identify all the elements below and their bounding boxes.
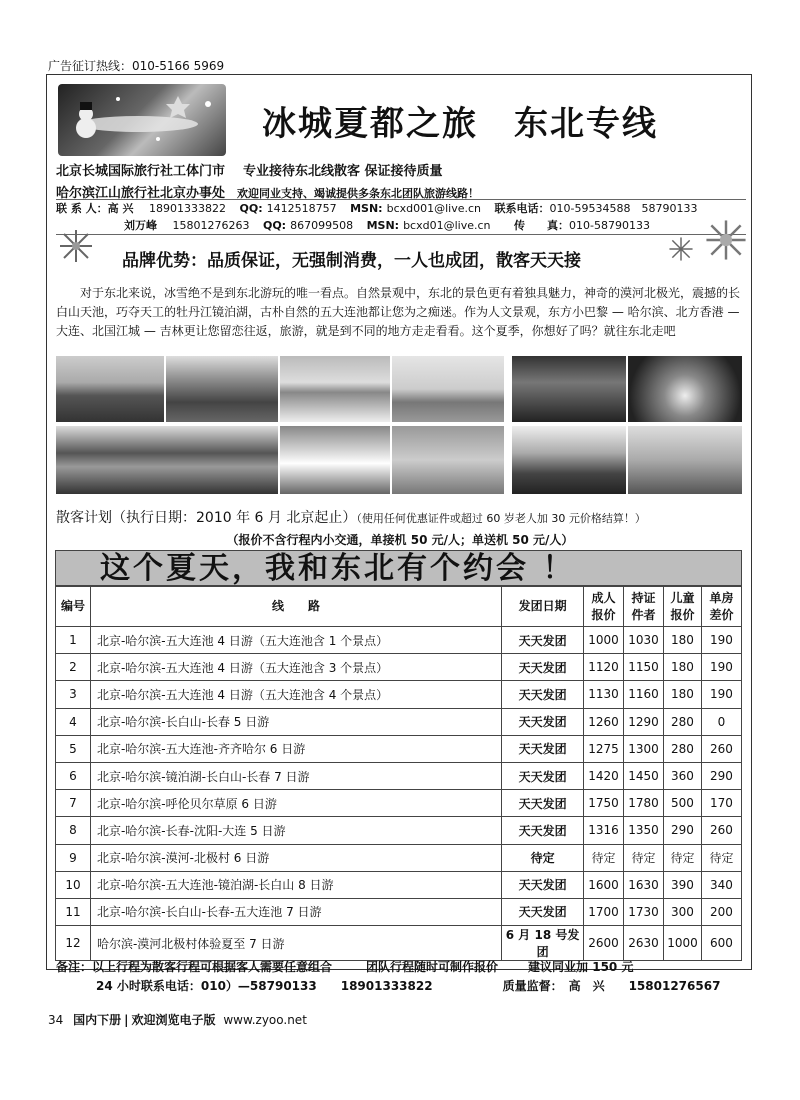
cell-date: 天天发团 xyxy=(502,817,584,844)
agency2-name: 哈尔滨江山旅行社北京办事处 xyxy=(56,186,226,201)
cell-adult: 1260 xyxy=(584,708,624,735)
cell-no: 10 xyxy=(56,871,91,898)
table-row xyxy=(56,790,742,817)
cell-single: 待定 xyxy=(701,844,741,871)
page-number: 34 xyxy=(48,1013,64,1027)
header-single: 单房差价 xyxy=(701,587,741,627)
cell-route: 北京-哈尔滨-五大连池 4 日游（五大连池含 1 个景点） xyxy=(90,627,501,654)
cell-child: 180 xyxy=(663,681,701,708)
table-row xyxy=(56,926,742,961)
page-title: 冰城夏都之旅 东北专线 xyxy=(262,104,658,144)
remark-label: 备注： xyxy=(56,960,93,974)
cell-date: 天天发团 xyxy=(502,627,584,654)
cell-adult: 1120 xyxy=(584,654,624,681)
photo-rock-sculpture xyxy=(56,356,164,422)
cell-no: 7 xyxy=(56,790,91,817)
photo-performers xyxy=(512,356,626,422)
cell-adult: 1316 xyxy=(584,817,624,844)
photo-crater-lake xyxy=(56,426,278,494)
contact-phone-2: 15801276263 xyxy=(172,219,250,232)
remark-group-quote: 团队行程随时可制作报价 xyxy=(366,960,499,974)
tel-label: 联系电话： xyxy=(494,202,550,215)
header-date: 发团日期 xyxy=(502,587,584,627)
cell-adult: 1420 xyxy=(584,762,624,789)
table-row xyxy=(56,817,742,844)
cell-cert: 1780 xyxy=(624,790,664,817)
plan-note: （使用任何优惠证件或超过 60 岁老人加 30 元价格结算！） xyxy=(356,512,646,525)
contact-row-1 xyxy=(56,201,697,217)
photo-aurora xyxy=(628,356,742,422)
cell-no: 11 xyxy=(56,898,91,925)
cell-cert: 2630 xyxy=(624,926,664,961)
footer-slogan: 欢迎浏览电子版 xyxy=(131,1013,216,1027)
cell-single: 260 xyxy=(701,735,741,762)
table-row xyxy=(56,762,742,789)
summer-slogan-banner: 这个夏天，我和东北有个约会 ！ xyxy=(55,550,742,586)
cell-no: 4 xyxy=(56,708,91,735)
cell-child: 280 xyxy=(663,735,701,762)
header-no: 编号 xyxy=(56,587,91,627)
cell-no: 6 xyxy=(56,762,91,789)
group-plan-heading xyxy=(56,507,646,527)
cell-child: 390 xyxy=(663,871,701,898)
cell-route: 北京-哈尔滨-五大连池-镜泊湖-长白山 8 日游 xyxy=(90,871,501,898)
cell-date: 6 月 18 号发团 xyxy=(502,926,584,961)
cell-cert: 1350 xyxy=(624,817,664,844)
cell-route: 哈尔滨-漠河北极村体验夏至 7 日游 xyxy=(90,926,501,961)
cell-child: 1000 xyxy=(663,926,701,961)
tour-price-table xyxy=(55,586,742,961)
fax-number: 010-58790133 xyxy=(569,219,650,232)
cell-cert: 1030 xyxy=(624,627,664,654)
cell-child: 290 xyxy=(663,817,701,844)
table-row xyxy=(56,708,742,735)
cell-adult: 待定 xyxy=(584,844,624,871)
cell-adult: 1750 xyxy=(584,790,624,817)
cell-cert: 1630 xyxy=(624,871,664,898)
cell-single: 200 xyxy=(701,898,741,925)
ad-hotline: 广告征订热线：010-5166 5969 xyxy=(48,59,225,73)
header-child: 儿童报价 xyxy=(663,587,701,627)
cell-adult: 1700 xyxy=(584,898,624,925)
scenery-photo-strip xyxy=(56,356,742,494)
photo-waterfall xyxy=(280,426,390,494)
table-row xyxy=(56,871,742,898)
cell-route: 北京-哈尔滨-五大连池 4 日游（五大连池含 4 个景点） xyxy=(90,681,501,708)
photo-cranes xyxy=(392,426,504,494)
table-row xyxy=(56,898,742,925)
table-row xyxy=(56,627,742,654)
cell-adult: 1130 xyxy=(584,681,624,708)
cell-date: 天天发团 xyxy=(502,735,584,762)
cell-no: 2 xyxy=(56,654,91,681)
contact-person-label: 联 系 人： xyxy=(56,202,108,215)
photo-town xyxy=(628,426,742,494)
photo-fishermen xyxy=(512,426,626,494)
cell-route: 北京-哈尔滨-五大连池 4 日游（五大连池含 3 个景点） xyxy=(90,654,501,681)
contact-row-2 xyxy=(56,218,650,234)
footer-section: 国内下册 xyxy=(73,1013,122,1027)
cell-single: 290 xyxy=(701,762,741,789)
msn-2: bcxd01@live.cn xyxy=(403,219,491,232)
cell-cert: 1450 xyxy=(624,762,664,789)
agency2-slogan: 欢迎同业支持、竭诚提供多条东北团队旅游线路！ xyxy=(237,187,480,200)
cell-no: 1 xyxy=(56,627,91,654)
plan-title: 散客计划（执行日期：2010 年 6 月 北京起止） xyxy=(56,510,357,526)
cell-date: 天天发团 xyxy=(502,790,584,817)
table-row xyxy=(56,735,742,762)
contact-person-1: 高 兴 xyxy=(107,202,134,215)
cell-child: 360 xyxy=(663,762,701,789)
contact-phone-1: 18901333822 xyxy=(149,202,226,215)
page-footer xyxy=(48,1011,307,1028)
cell-adult: 2600 xyxy=(584,926,624,961)
cell-child: 300 xyxy=(663,898,701,925)
cell-single: 260 xyxy=(701,817,741,844)
cell-date: 天天发团 xyxy=(502,871,584,898)
cell-single: 600 xyxy=(701,926,741,961)
cell-cert: 1730 xyxy=(624,898,664,925)
cell-date: 天天发团 xyxy=(502,898,584,925)
header-route: 线 路 xyxy=(90,587,501,627)
cell-route: 北京-哈尔滨-五大连池-齐齐哈尔 6 日游 xyxy=(90,735,501,762)
agency1-slogan: 专业接待东北线散客 保证接待质量 xyxy=(243,164,443,179)
cell-cert: 1290 xyxy=(624,708,664,735)
cell-adult: 1600 xyxy=(584,871,624,898)
remark-line-1 xyxy=(56,959,633,975)
cell-single: 340 xyxy=(701,871,741,898)
tel-number: 010-59534588 58790133 xyxy=(549,202,698,215)
qq-label-2: QQ: xyxy=(262,219,287,232)
cell-no: 9 xyxy=(56,844,91,871)
cell-date: 天天发团 xyxy=(502,762,584,789)
cell-child: 280 xyxy=(663,708,701,735)
cell-child: 500 xyxy=(663,790,701,817)
price-note: （报价不含行程内小交通，单接机 50 元/人；单送机 50 元/人） xyxy=(226,533,574,547)
table-row xyxy=(56,681,742,708)
cell-date: 天天发团 xyxy=(502,681,584,708)
cell-cert: 1150 xyxy=(624,654,664,681)
intro-paragraph: 对于东北来说，冰雪绝不是到东北游玩的唯一看点。自然景观中，东北的景色更有着独具魅力，神奇的漠河北极光，震撼的长白山天池，巧夺天工的牡丹江镜泊湖，古朴自然的五大连池都让您为之痴迷。作为人文景观，东方小巴黎 — 哈尔滨、北方香港 — 大连、北国江城 — 吉林更让您留恋往返，旅游，就是到不同的地方走走看看。这个夏季，你想好了吗？就往东北走吧 xyxy=(56,286,741,338)
msn-label-2: MSN: xyxy=(366,219,400,232)
table-row xyxy=(56,844,742,871)
photo-church xyxy=(166,356,278,422)
msn-label: MSN: xyxy=(350,202,383,215)
cell-single: 0 xyxy=(701,708,741,735)
cell-cert: 待定 xyxy=(624,844,664,871)
table-row xyxy=(56,654,742,681)
cell-cert: 1160 xyxy=(624,681,664,708)
photo-grassland xyxy=(392,356,504,422)
agency-line-1 xyxy=(56,160,443,179)
remark-hotline: 24 小时联系电话：010）—58790133 18901333822 xyxy=(96,979,433,993)
cell-single: 190 xyxy=(701,681,741,708)
footer-url[interactable]: www.zyoo.net xyxy=(223,1013,307,1027)
cell-route: 北京-哈尔滨-漠河-北极村 6 日游 xyxy=(90,844,501,871)
remark-combine: 以上行程为散客行程可根据客人需要任意组合 xyxy=(92,960,333,974)
cell-adult: 1275 xyxy=(584,735,624,762)
snowflake-icon xyxy=(58,228,94,264)
agency1-name: 北京长城国际旅行社工体门市 xyxy=(56,164,226,179)
header-cert: 持证件者 xyxy=(624,587,664,627)
qq-label: QQ: xyxy=(239,202,263,215)
photo-beach xyxy=(280,356,390,422)
qq-1: 1412518757 xyxy=(266,202,337,215)
remark-quality-supervision: 质量监督： 高 兴 15801276567 xyxy=(502,979,721,993)
cell-child: 180 xyxy=(663,654,701,681)
cell-route: 北京-哈尔滨-呼伦贝尔草原 6 日游 xyxy=(90,790,501,817)
fax-label: 传 真： xyxy=(514,219,570,232)
msn-1: bcxd001@live.cn xyxy=(386,202,482,215)
cell-date: 天天发团 xyxy=(502,708,584,735)
cell-adult: 1000 xyxy=(584,627,624,654)
winter-banner-image xyxy=(58,84,226,156)
cell-date: 天天发团 xyxy=(502,654,584,681)
cell-route: 北京-哈尔滨-镜泊湖-长白山-长春 7 日游 xyxy=(90,762,501,789)
brand-advantage: 品牌优势：品质保证，无强制消费，一人也成团，散客天天接 xyxy=(122,251,581,271)
remark-line-2 xyxy=(96,977,720,994)
header-adult: 成人报价 xyxy=(584,587,624,627)
cell-no: 5 xyxy=(56,735,91,762)
cell-route: 北京-哈尔滨-长春-沈阳-大连 5 日游 xyxy=(90,817,501,844)
snowflake-icon xyxy=(704,218,748,262)
cell-child: 待定 xyxy=(663,844,701,871)
qq-2: 867099508 xyxy=(290,219,354,232)
cell-route: 北京-哈尔滨-长白山-长春-五大连池 7 日游 xyxy=(90,898,501,925)
cell-single: 170 xyxy=(701,790,741,817)
cell-no: 8 xyxy=(56,817,91,844)
snowflake-icon xyxy=(668,236,694,262)
contact-box xyxy=(56,199,746,235)
cell-no: 3 xyxy=(56,681,91,708)
cell-route: 北京-哈尔滨-长白山-长春 5 日游 xyxy=(90,708,501,735)
remark-peer-markup: 建议同业加 150 元 xyxy=(528,960,634,974)
cell-single: 190 xyxy=(701,654,741,681)
cell-cert: 1300 xyxy=(624,735,664,762)
cell-no: 12 xyxy=(56,926,91,961)
cell-date: 待定 xyxy=(502,844,584,871)
cell-child: 180 xyxy=(663,627,701,654)
table-header-row xyxy=(56,587,742,627)
contact-person-2: 刘万峰 xyxy=(124,219,157,232)
footer-separator: | xyxy=(124,1013,129,1027)
cell-single: 190 xyxy=(701,627,741,654)
